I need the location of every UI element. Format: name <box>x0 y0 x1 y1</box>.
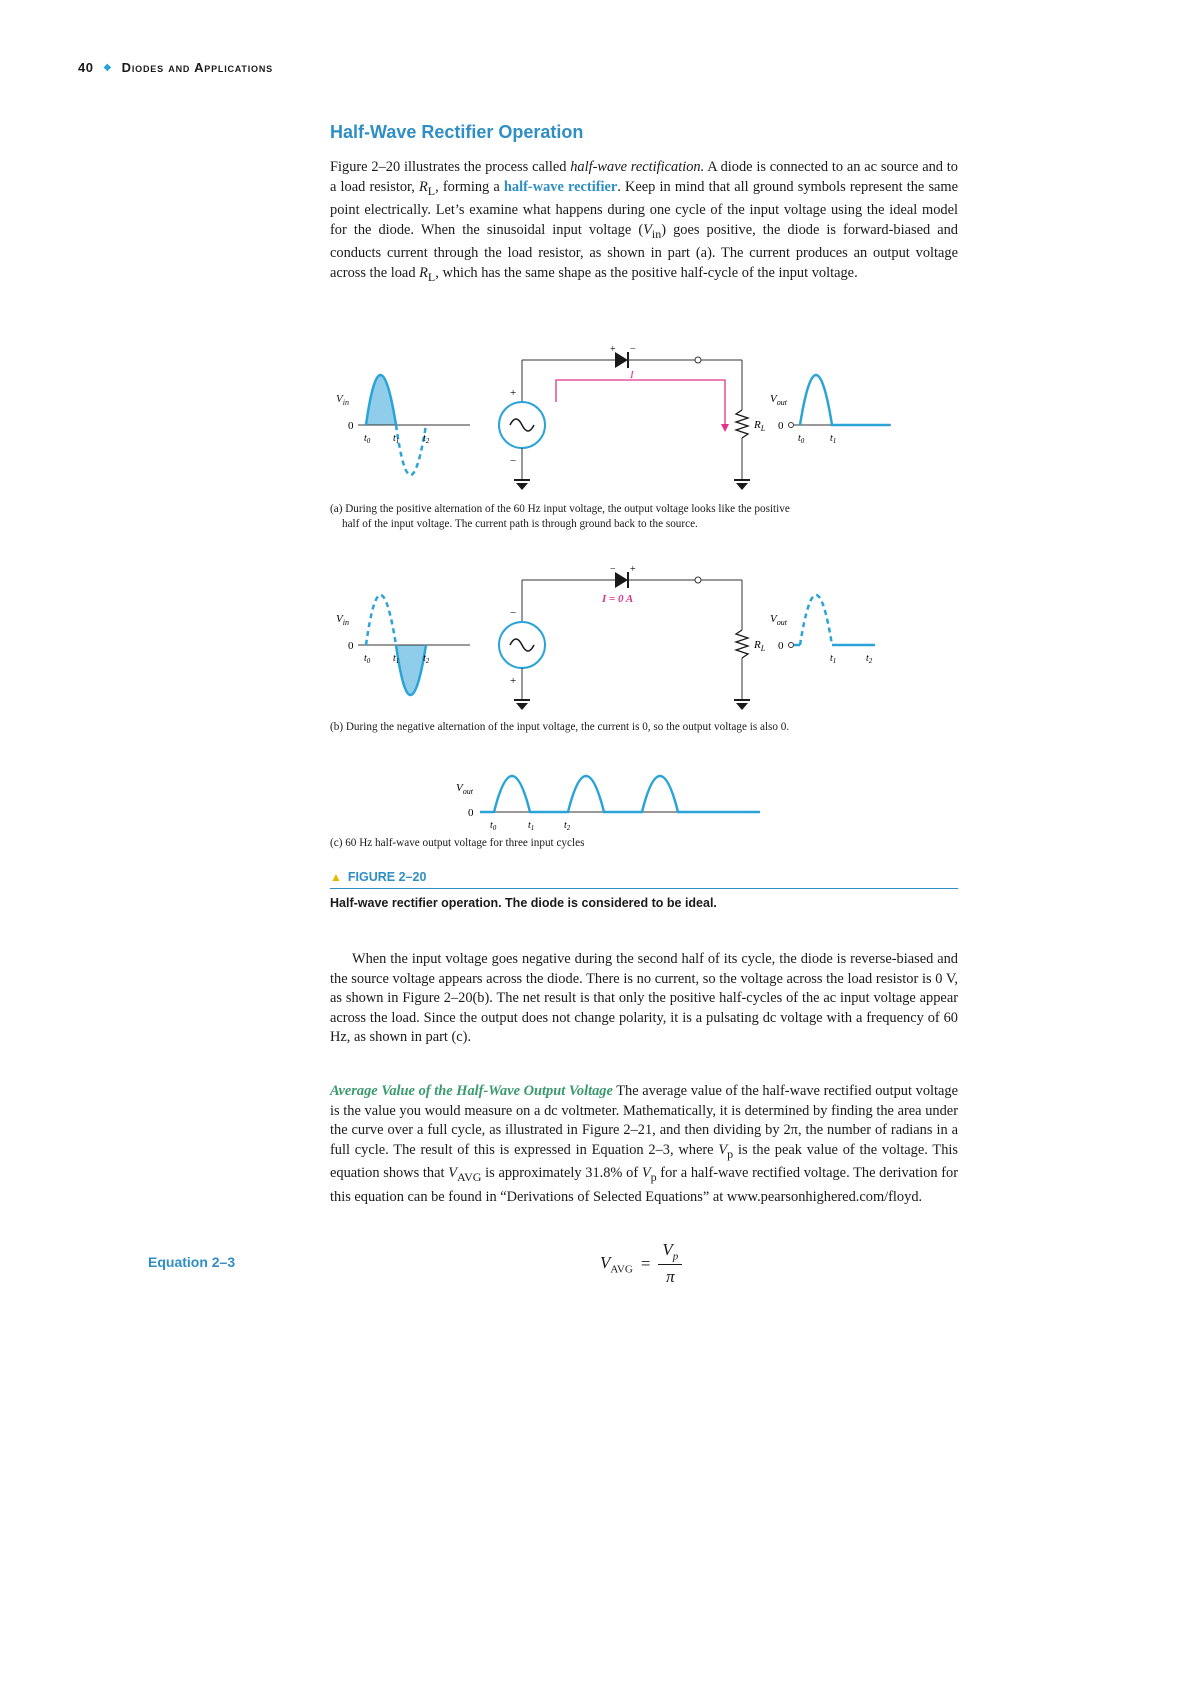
figure-label: ▲ FIGURE 2–20 <box>330 870 427 884</box>
svg-text:t0: $t_0$ <box>364 653 371 665</box>
term-half-wave-rectification: half-wave rectification. <box>570 159 705 175</box>
svg-text:−: − <box>630 344 636 355</box>
svg-text:−: − <box>510 607 517 619</box>
figure-rule <box>330 888 958 889</box>
svg-text:RL: $R_L$ <box>754 639 766 653</box>
bullet-icon: ◆ <box>103 62 112 73</box>
svg-text:0: 0 <box>778 640 784 652</box>
equation-label: Equation 2–3 <box>148 1254 236 1270</box>
svg-text:t2: $t_2$ <box>866 653 873 665</box>
svg-text:t2: $t_2$ <box>423 433 430 445</box>
svg-text:t1: $t_1$ <box>528 820 535 832</box>
svg-text:Vout: $V_{out}$ <box>770 393 787 407</box>
svg-text:t1: $t_1$ <box>830 653 837 665</box>
svg-text:t0: $t_0$ <box>490 820 497 832</box>
figure-part-b <box>330 560 930 720</box>
svg-text:+: + <box>510 387 517 399</box>
running-head <box>78 60 273 75</box>
caption-c: (c) 60 Hz half-wave output voltage for three input cycles <box>330 837 585 849</box>
svg-text:0: 0 <box>348 640 354 652</box>
svg-text:+: + <box>510 675 517 687</box>
paragraph-3: Average Value of the Half-Wave Output Voltage The average value of the half-wave rectified output voltage is the value you would measure on a dc voltmeter. Mathematically, it is determined by finding the area under the curve over a full cycle, as illustrated in Figure 2–21, and then dividing by 2π, the number of radians in a full cycle. The result of this is expressed in Equation 2–3, where $V_p$ is the peak value of the voltage. This equation shows that $V_{AVG}$ is approximately 31.8% of $V_p$ for a half-wave rectified voltage. The derivation for this equation can be found in “Derivations of Selected Equations” at www.pearsonhighered.com/floyd. <box>330 1083 958 1205</box>
svg-text:−: − <box>510 455 517 467</box>
caption-a: (a) During the positive alternation of the 60 Hz input voltage, the output voltage looks like the positive half of the input voltage. The current path is through ground back to the source. <box>330 503 790 530</box>
svg-text:t1: $t_1$ <box>830 433 837 445</box>
paragraph-2: When the input voltage goes negative during the second half of its cycle, the diode is reverse-biased and the source voltage appears across the diode. There is no current, so the voltage across the load resistor is 0 V, as shown in Figure 2–20(b). The net result is that only the positive half-cycles of the ac input voltage appear across the load. Since the output does not change polarity, it is a pulsating dc voltage with a frequency of 60 Hz, as shown in part (c). <box>330 951 958 1046</box>
figure-part-c <box>450 755 770 835</box>
svg-text:+: + <box>630 564 636 575</box>
svg-text:t1: $t_1$ <box>393 653 400 665</box>
svg-text:I: I <box>630 369 634 381</box>
paragraph-1: Figure 2–20 illustrates the process called half-wave rectification. A diode is connected to an ac source and to a load resistor, $R_L$, forming a half-wave rectifier. Keep in mind that all ground symbols represent the same point electrically. Let’s examine what happens during one cycle of the input voltage using the ideal model for the diode. When the sinusoidal input voltage $(V_{in})$ goes positive, the diode is forward-biased and conducts current through the load resistor, as shown in part (a). The current produces an output voltage across the load $R_L$, which has the same shape as the positive half-cycle of the input voltage. <box>330 159 959 284</box>
triangle-icon: ▲ <box>330 870 342 884</box>
svg-text:t2: $t_2$ <box>564 820 571 832</box>
chapter-title: Diodes and Applications <box>121 60 273 75</box>
svg-text:RL: $R_L$ <box>754 419 766 433</box>
figure-description: Half-wave rectifier operation. The diode is considered to be ideal. <box>330 896 717 910</box>
fraction: $\frac{V_p}{\pi}$ <box>658 1240 682 1287</box>
svg-text:Vin: $V_{in}$ <box>336 613 349 627</box>
svg-text:t0: $t_0$ <box>798 433 805 445</box>
svg-text:Vout: $V_{out}$ <box>456 782 473 796</box>
svg-text:+: + <box>610 344 616 355</box>
term-half-wave-rectifier: half-wave rectifier <box>503 178 618 195</box>
figure-part-a <box>330 340 930 500</box>
svg-text:t2: $t_2$ <box>423 653 430 665</box>
svg-text:−: − <box>610 564 616 575</box>
lead-in-heading: Average Value of the Half-Wave Output Voltage <box>330 1083 613 1099</box>
svg-text:t0: $t_0$ <box>364 433 371 445</box>
svg-text:I = 0 A: I = 0 A <box>602 593 634 605</box>
svg-text:0: 0 <box>348 420 354 432</box>
section-heading: Half-Wave Rectifier Operation <box>330 122 584 142</box>
svg-text:t1: $t_1$ <box>393 433 400 445</box>
page-number: 40 <box>78 60 94 75</box>
svg-text:Vin: $V_{in}$ <box>336 393 349 407</box>
equation-2-3: $V_{AVG}$ = $\frac{V_p}{\pi}$ <box>600 1240 682 1287</box>
svg-text:0: 0 <box>778 420 784 432</box>
caption-b: (b) During the negative alternation of the input voltage, the current is 0, so the output voltage is also 0. <box>330 721 790 733</box>
svg-text:Vout: $V_{out}$ <box>770 613 787 627</box>
svg-text:0: 0 <box>468 807 474 819</box>
